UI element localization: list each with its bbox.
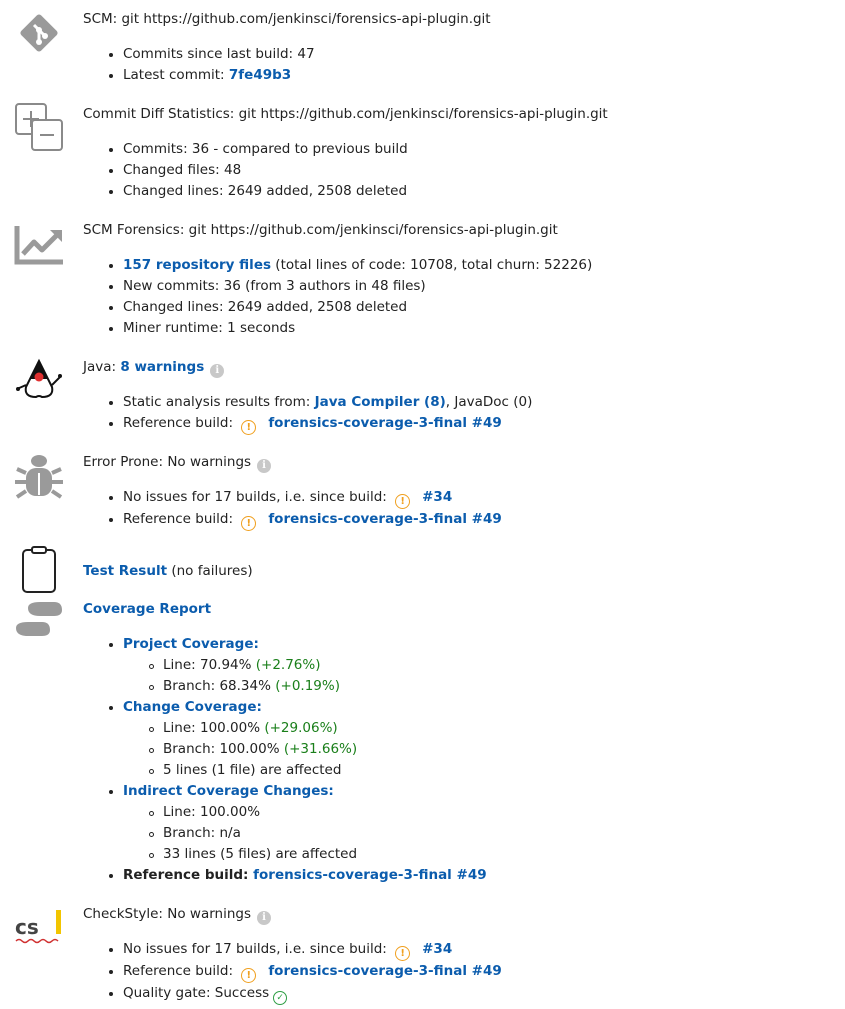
java-warnings-link[interactable]: 8 warnings — [120, 359, 205, 375]
project-line-value: Line: 70.94% — [163, 657, 256, 673]
indirect-branch-coverage: Branch: n/a — [163, 823, 487, 844]
java-title — [83, 357, 224, 378]
change-line-delta: (+29.06%) — [264, 720, 338, 736]
change-coverage-link[interactable]: Change Coverage: — [123, 699, 262, 715]
reference-build-link[interactable]: forensics-coverage-3-final #49 — [268, 963, 502, 979]
change-branch-coverage — [163, 739, 487, 760]
info-icon[interactable]: i — [257, 911, 271, 925]
forensics-new-commits: New commits: 36 (from 3 authors in 48 files) — [123, 276, 592, 297]
bug-icon — [14, 451, 64, 501]
change-branch-delta: (+31.66%) — [283, 741, 358, 757]
test-failures-summary: (no failures) — [167, 563, 253, 579]
change-line-value: Line: 100.00% — [163, 720, 265, 736]
scm-title: SCM: git https://github.com/jenkinsci/forensics-api-plugin.git — [83, 11, 491, 27]
change-affected-lines: 5 lines (1 file) are affected — [163, 760, 487, 781]
java-duke-icon — [14, 357, 64, 407]
indirect-line-coverage: Line: 100.00% — [163, 802, 487, 823]
reference-build-label: Reference build: — [123, 963, 238, 979]
diff-icon — [14, 102, 64, 152]
warning-icon: ! — [395, 946, 410, 961]
footprints-icon — [14, 598, 64, 648]
warning-icon: ! — [241, 420, 256, 435]
java-compiler-link[interactable]: Java Compiler (8) — [314, 394, 446, 410]
reference-build-label: Reference build: — [123, 511, 238, 527]
warning-icon: ! — [241, 968, 256, 983]
java-label: Java: — [83, 359, 121, 375]
checkstyle-logo-icon — [14, 904, 64, 954]
repository-files-link[interactable]: 157 repository files — [123, 257, 272, 273]
chart-line-icon — [14, 220, 64, 270]
project-branch-value: Branch: 68.34% — [163, 678, 276, 694]
reference-build-link[interactable]: forensics-coverage-3-final #49 — [268, 511, 502, 527]
clipboard-icon — [14, 546, 64, 596]
quality-gate-label: Quality gate: Success — [123, 985, 270, 1001]
diff-title: Commit Diff Statistics: git https://github.com/jenkinsci/forensics-api-plugin.git — [83, 106, 608, 122]
project-line-coverage — [163, 655, 487, 676]
since-build-link[interactable]: #34 — [422, 941, 453, 957]
checkstyle-label: CheckStyle: No warnings — [83, 906, 252, 922]
indirect-coverage — [123, 781, 487, 865]
project-branch-delta: (+0.19%) — [275, 678, 340, 694]
errorprone-reference-build — [123, 509, 502, 531]
change-branch-value: Branch: 100.00% — [163, 741, 284, 757]
git-icon — [14, 8, 64, 58]
java-reference-build — [123, 413, 532, 435]
errorprone-title — [83, 452, 271, 473]
repo-files-summary: (total lines of code: 10708, total churn: 52226) — [271, 257, 593, 273]
reference-build-link[interactable]: forensics-coverage-3-final #49 — [253, 867, 487, 883]
indirect-coverage-link[interactable]: Indirect Coverage Changes: — [123, 783, 334, 799]
latest-commit-link[interactable]: 7fe49b3 — [228, 67, 292, 83]
checkstyle-logo-text: cs — [15, 915, 39, 939]
checkstyle-quality-gate — [123, 983, 502, 1005]
reference-build-label: Reference build: — [123, 415, 238, 431]
project-coverage-link[interactable]: Project Coverage: — [123, 636, 259, 652]
forensics-changed-lines: Changed lines: 2649 added, 2508 deleted — [123, 297, 592, 318]
checkstyle-reference-build — [123, 961, 502, 983]
info-icon[interactable]: i — [210, 364, 224, 378]
indirect-affected-lines: 33 lines (5 files) are affected — [163, 844, 487, 865]
success-check-icon: ✓ — [273, 991, 287, 1005]
info-icon[interactable]: i — [257, 459, 271, 473]
errorprone-no-issues — [123, 487, 502, 509]
no-issues-label: No issues for 17 builds, i.e. since build: — [123, 489, 392, 505]
diff-lines: Changed lines: 2649 added, 2508 deleted — [123, 181, 408, 202]
diff-files: Changed files: 48 — [123, 160, 408, 181]
coverage-title — [83, 599, 211, 619]
diff-commits: Commits: 36 - compared to previous build — [123, 139, 408, 160]
errorprone-label: Error Prone: No warnings — [83, 454, 252, 470]
warning-icon: ! — [241, 516, 256, 531]
java-static-analysis — [123, 392, 532, 413]
project-branch-coverage — [163, 676, 487, 697]
test-result-link[interactable]: Test Result — [83, 563, 168, 579]
change-coverage — [123, 697, 487, 781]
javadoc-count: , JavaDoc (0) — [445, 394, 533, 410]
since-build-link[interactable]: #34 — [422, 489, 453, 505]
latest-commit-label: Latest commit: — [123, 67, 229, 83]
no-issues-label: No issues for 17 builds, i.e. since build: — [123, 941, 392, 957]
scm-latest-commit — [123, 65, 315, 86]
tests-title — [83, 561, 253, 581]
reference-build-label: Reference build: — [123, 867, 254, 883]
coverage-reference-build — [123, 865, 487, 886]
reference-build-link[interactable]: forensics-coverage-3-final #49 — [268, 415, 502, 431]
warning-icon: ! — [395, 494, 410, 509]
forensics-repo-files — [123, 255, 592, 276]
scm-commits-count: Commits since last build: 47 — [123, 44, 315, 65]
checkstyle-title — [83, 904, 271, 925]
forensics-title: SCM Forensics: git https://github.com/jenkinsci/forensics-api-plugin.git — [83, 222, 558, 238]
forensics-runtime: Miner runtime: 1 seconds — [123, 318, 592, 339]
checkstyle-no-issues — [123, 939, 502, 961]
change-line-coverage — [163, 718, 487, 739]
project-line-delta: (+2.76%) — [255, 657, 321, 673]
coverage-report-link[interactable]: Coverage Report — [83, 601, 212, 617]
static-analysis-label: Static analysis results from: — [123, 394, 315, 410]
project-coverage — [123, 634, 487, 697]
